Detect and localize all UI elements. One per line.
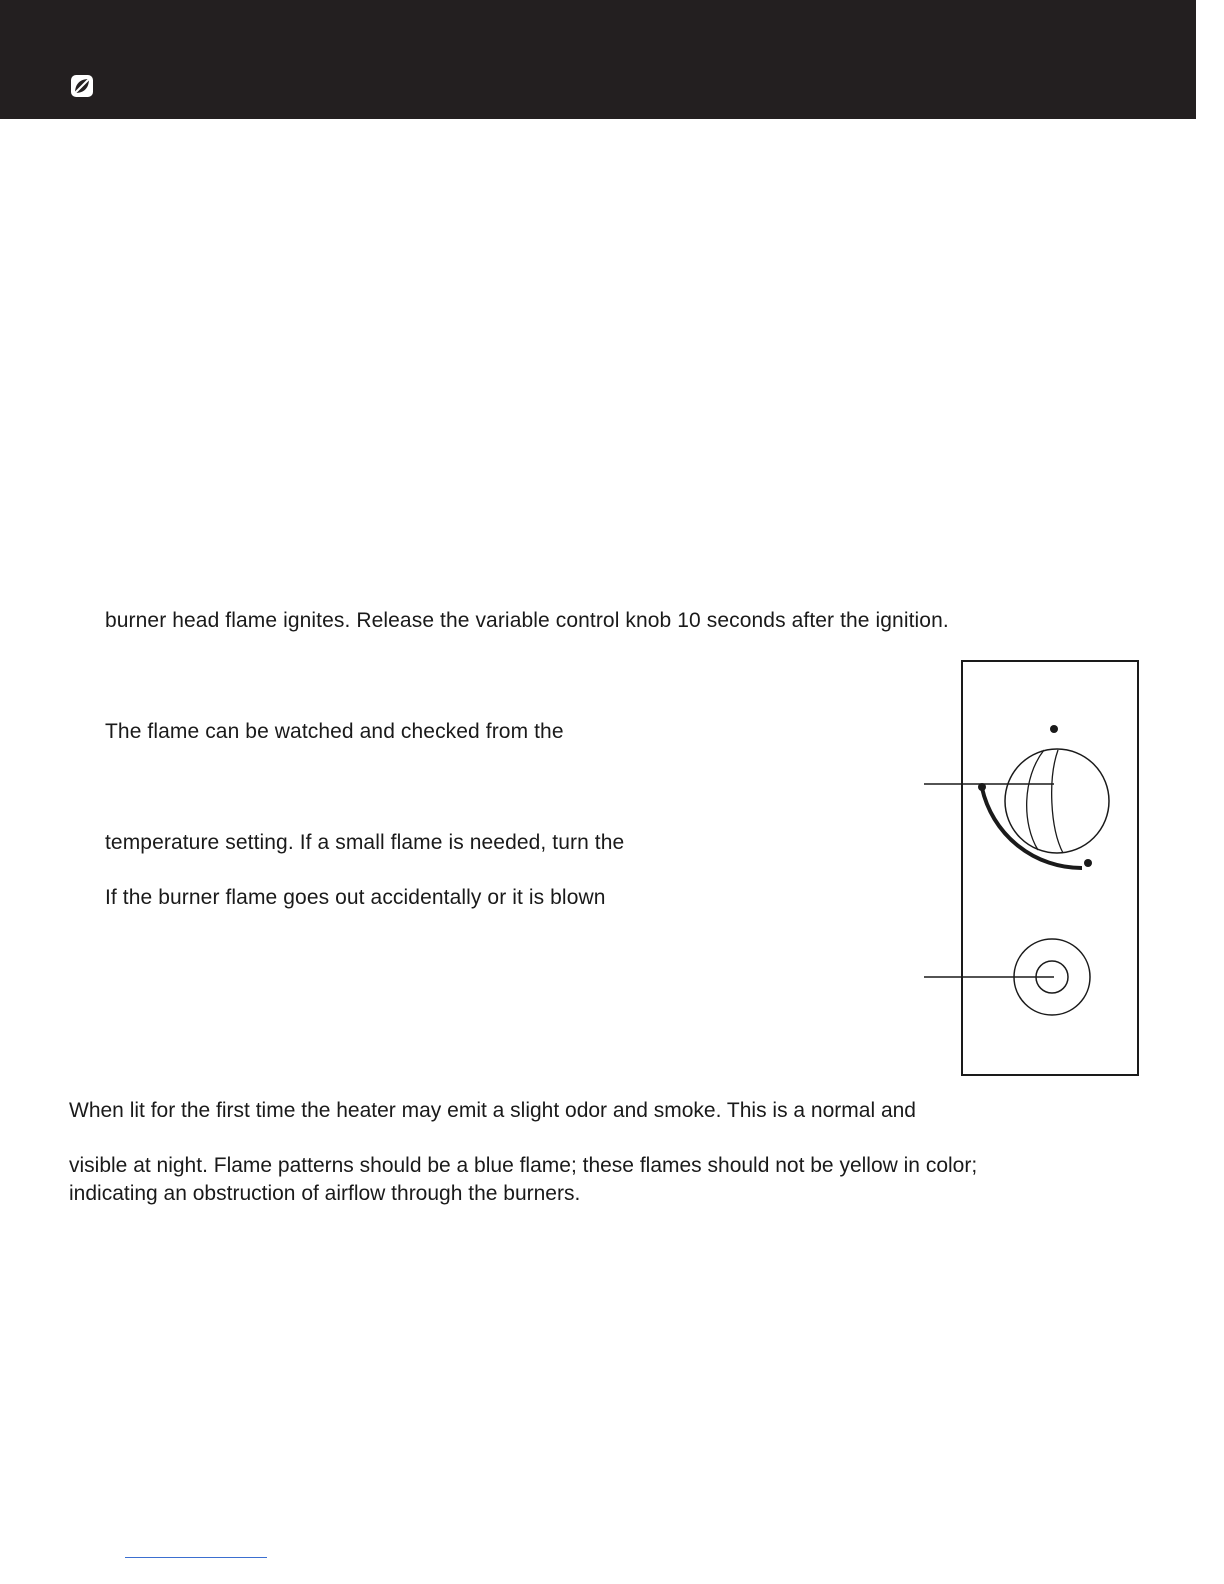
note-line-1: When lit for the first time the heater may emit a slight odor and smoke. This is a normal and: [69, 1099, 916, 1122]
variable-control-knob-icon: [924, 725, 1109, 868]
ignition-button-icon: [924, 939, 1090, 1015]
leaf-slash-icon: [70, 74, 94, 98]
control-panel-outline: [962, 661, 1138, 1075]
control-panel-diagram: [920, 660, 1142, 1078]
first-use-note: [69, 1097, 977, 1208]
step-text-flame-out: If the burner flame goes out accidentally or it is blown: [105, 886, 606, 909]
note-line-2: visible at night. Flame patterns should be a blue flame; these flames should not be yellow in color;: [69, 1154, 978, 1177]
step-text-flame-check: The flame can be watched and checked from the: [105, 720, 564, 743]
note-line-3: indicating an obstruction of airflow through the burners.: [69, 1182, 581, 1205]
step-text-ignition: burner head flame ignites. Release the variable control knob 10 seconds after the ignition.: [105, 609, 949, 632]
footer-link[interactable]: [125, 1557, 267, 1558]
step-text-temperature: temperature setting. If a small flame is needed, turn the: [105, 831, 625, 854]
header-bar: [0, 0, 1196, 119]
